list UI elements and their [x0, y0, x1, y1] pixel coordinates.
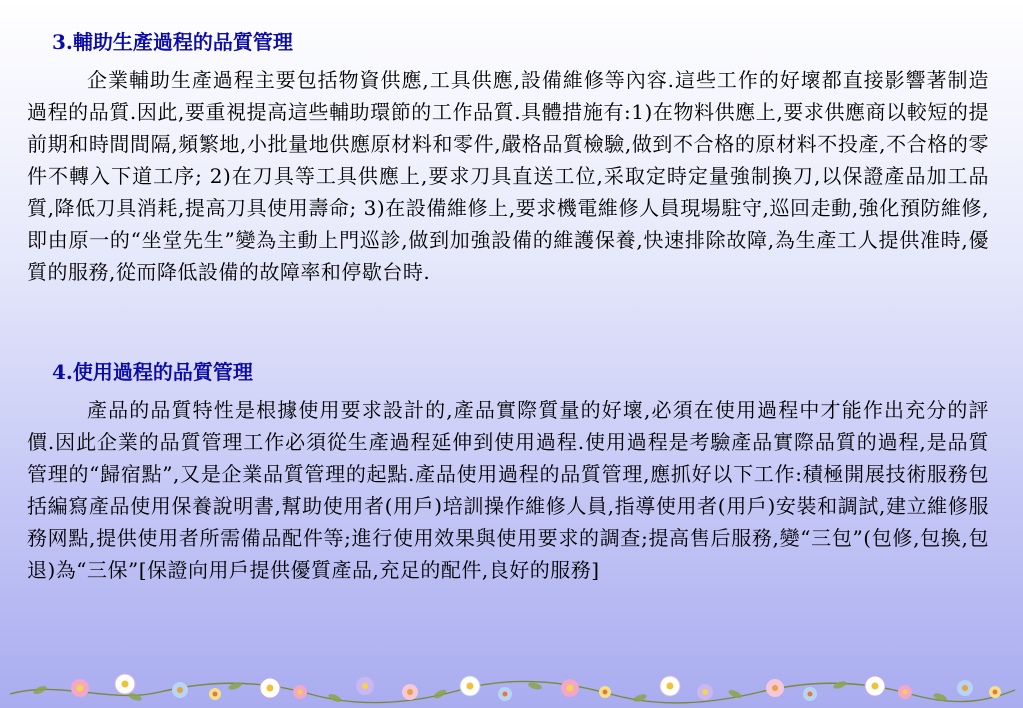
flower-garland-border: [0, 670, 1023, 708]
section-4-heading: 4.使用過程的品質管理: [52, 360, 253, 384]
section-4-paragraph: 產品的品質特性是根據使用要求設計的,產品實際質量的好壞,必須在使用過程中才能作出充分的評價.因此企業的品質管理工作必須從生產過程延伸到使用過程.使用過程是考驗產品實際品質的過程,是品質管理的“歸宿點”,又是企業品質管理的起點.產品使用過程的品質管理,應抓好以下工作:積極開展技術服務包括編寫產品使用保養說明書,幫助使用者(用戶)培訓操作維修人員,指導使用者(用戶)安裝和調試,建立維修服務网點,提供使用者所需備品配件等;進行使用效果與使用要求的調查;提高售后服務,變“三包”(包修,包換,包退)為“三保”[保證向用戶提供優質產品,充足的配件,良好的服務]: [27, 398, 989, 582]
flower-garland-icon: [0, 670, 1023, 708]
section-3-heading: 3.輔助生產過程的品質管理: [52, 30, 293, 54]
section-3-paragraph: 企業輔助生產過程主要包括物資供應,工具供應,設備維修等內容.這些工作的好壞都直接影響著制造過程的品質.因此,要重視提高這些輔助環節的工作品質.具體措施有:1)在物料供應上,要求供應商以較短的提前期和時間間隔,頻繁地,小批量地供應原材料和零件,嚴格品質檢驗,做到不合格的原材料不投產,不合格的零件不轉入下道工序; 2)在刀具等工具供應上,要求刀具直送工位,采取定時定量強制換刀,以保證產品加工品質,降低刀具消耗,提高刀具使用壽命; 3)在設備維修上,要求機電維修人員現場駐守,巡回走動,強化預防維修,即由原一的“坐堂先生”變為主動上門巡診,做到加強設備的維護保養,快速排除故障,為生產工人提供准時,優質的服務,從而降低設備的故障率和停歇台時.: [27, 68, 989, 284]
